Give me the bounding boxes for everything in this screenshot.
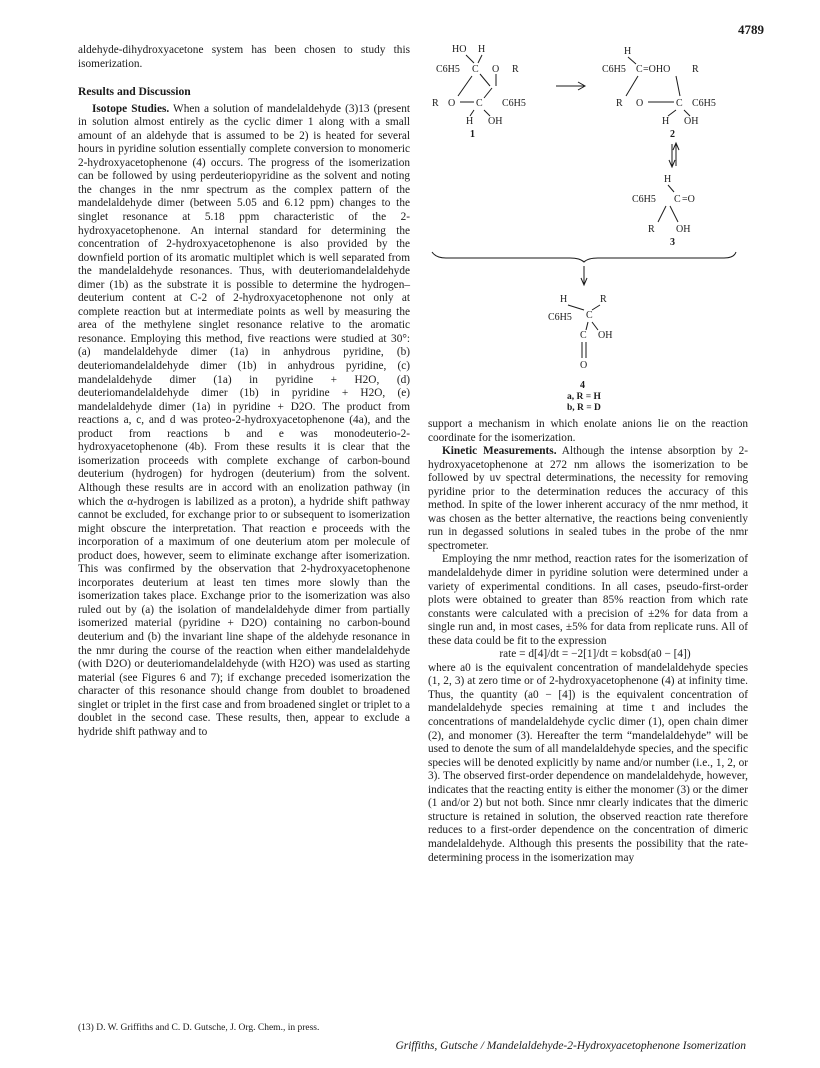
reaction-scheme [430,40,750,396]
left-column [78,44,410,739]
c4-o: O [580,360,588,371]
right-column [428,418,748,865]
c2-r2: R [616,98,623,109]
c3-h: H [664,174,672,185]
c2-h: H [624,46,632,57]
c4-c-top: C [586,310,593,321]
c4-oh: OH [598,330,613,341]
c1-c-bottom: C [476,98,483,109]
c1-ho: HO [452,44,467,55]
c2-oho: =OHO [643,64,671,75]
c4-c-carbonyl: C [580,330,587,341]
paragraph-where: where a0 is the equivalent concentration of mandelaldehyde species (1, 2, 3) at zero time or of 2-hydroxyacetophenone (4) at infinity time. Thus, the quantity (a0 − [4]) is the equivalent concentration of mandelaldehyde species remaining at time t and includes the concentrations of mandelaldehyde cyclic dimer (1), open chain dimer (2), and monomer (3). Hereafter the term “mandelaldehyde” will be used to denote the sum of all mandelaldehyde species, and the specific species will be denoted explicitly by name and/or number (i.e., 1, 2, or 3). The observed first-order dependence on mandelaldehyde, however, indicates that the reacting entity is either the monomer (3) or the dimer (1 and/or 2) but not both. Since nmr clearly indicates that the dimeric structure is retained in solution, the observed reaction rate therefore reduces to a first-order dependence on the concentration of dimeric mandelaldehyde. Although this presents the possibility that the rate-determining process in the isomerization may [428,661,748,864]
c3-label: 3 [670,237,675,248]
paragraph-support: support a mechanism in which enolate anions lie on the reaction coordinate for the isomerization. [428,418,748,444]
paragraph-employing: Employing the nmr method, reaction rates for the isomerization of mandelaldehyde dimer in pyridine solution were determined under a variety of experimental conditions. In all cases, pseudo-first-order plots were obtained to greater than 85% reaction from which rate constants were calculated with a precision of ±2% for data from a single run and, in most cases, ±5% for data from replicate runs. All of these data could be fit to the expression [428,553,748,647]
c1-c-top: C [472,64,479,75]
c2-o: O [636,98,644,109]
c1-c6h5: C6H5 [436,64,460,75]
c1-oh: OH [488,116,503,127]
compound-4 [548,294,612,391]
compound-3 [632,174,695,248]
paragraph-isotope-studies [78,103,410,740]
c2-c: C [636,64,643,75]
c2-label: 2 [670,129,675,140]
section-heading-results: Results and Discussion [78,85,191,99]
c2-c6h5-b: C6H5 [692,98,716,109]
paragraph-intro: aldehyde-dihydroxyacetone system has been chosen to study this isomerization. [78,44,410,70]
c4-h: H [560,294,568,305]
footnote: (13) D. W. Griffiths and C. D. Gutsche, J. Org. Chem., in press. [78,1023,320,1033]
c1-o-bottom: O [448,98,456,109]
c3-r: R [648,224,655,235]
c3-c6h5: C6H5 [632,194,656,205]
c2-r: R [692,64,699,75]
c3-eq-o: =O [682,194,695,205]
compound-2 [602,46,716,140]
c1-o-top: O [492,64,500,75]
kinetic-measurements-text: Although the intense absorption by 2-hydroxyacetophenone at 272 nm allows the isomerization to be followed by uv spectral determinations, the necessity for removing pyridine prior to the determination reduces the accuracy of this method. In spite of the lower inherent accuracy of the nmr method, it was chosen as the better alternative, the reactions being conveniently run in degassed solutions in sealed tubes in the probe of the nmr spectrometer. [428,445,749,552]
c1-h2: H [466,116,474,127]
c1-c6h5-b: C6H5 [502,98,526,109]
c1-h: H [478,44,486,55]
run-in-heading-kinetic: Kinetic Measurements. [442,445,557,458]
arrow-2-to-3 [669,143,679,167]
isotope-studies-text: When a solution of mandelaldehyde (3)13 (present in solution almost entirely as the cyclic dimer 1 along with a small amount of an aldehyde that is assumed to be 2) is heated for several hours in pyridine solution essentially complete conversion to monomeric 2-hydroxyacetophenone (4) occurs. The progress of the isomerization can be followed by using perdeuteriopyridine as the solvent and noting the changes in the nmr spectrum as the complex pattern of the mandelaldehyde dimer (between 5.05 and 6.12 ppm) changes to the singlet resonance at 5.18 ppm characteristic of the 2-hydroxyacetophenone. An internal standard for determining the concentration of 2-hydroxyacetophenone is also provided by the downfield portion of its aromatic multiplet which is well separated from the mandelaldehyde resonances. Thus, with deuteriomandelaldehyde dimer (1b) as the substrate it is possible to determine the hydrogen–deuterium content at C-2 of 2-hydroxyacetophenone not only at complete reaction but at intermediate points as well by measuring the area of the methylene singlet resonance relative to the aromatic resonance. Employing this method, five reactions were studied at 30°: (a) mandelaldehyde dimer (1a) in anhydrous pyridine, (b) deuteriomandelaldehyde dimer (1b) in anhydrous pyridine, (c) mandelaldehyde dimer (1a) in pyridine + H2O, (d) deuteriomandelaldehyde dimer (1b) in pyridine + H2O, (e) mandelaldehyde dimer (1a) in pyridine + D2O. The product from reactions a, c, and d was proteo-2-hydroxyacetophenone (4a), and the product from reactions b and e was monodeuterio-2-hydroxyacetophenone (4b). From these results it is clear that the isomerization proceeds with complete exchange of carbon-bound deuterium (hydrogen) for hydrogen (deuterium) from the solvent. Although these results are in accord with an enolization pathway (in which the α-hydrogen is labilized as a proton), a hydride shift pathway cannot be excluded, for exchange prior to or subsequent to isomerization might obscure the interpretation. That reaction e proceeds with the incorporation of a maximum of one deuterium atom per molecule of product does, however, seem to eliminate exchange after isomerization. This was confirmed by the observation that 2-hydroxyacetophenone incorporates deuterium at least ten times more slowly than the isomerization takes place. Exchange prior to the isomerization was also ruled out by (a) the isolation of mandelaldehyde dimer from partially isomerized material (pyridine + D2O) containing no carbon-bound deuterium and (b) the invariant line shape of the aldehyde resonance in the nmr during the course of the reaction when either mandelaldehyde (with D2O) or deuteriomandelaldehyde (with H2O) was used as starting material (see Figures 6 and 7); if exchange preceded isomerization the character of this resonance should change from doublet to broadened singlet or triplet in the first case and from broadened singlet or triplet to a doublet in the second case. These results, then, appear to exclude a hydride shift pathway and to [78,102,410,738]
c1-label: 1 [470,129,475,140]
run-in-heading-isotope: Isotope Studies. [92,102,170,115]
c1-r: R [512,64,519,75]
running-footer: Griffiths, Gutsche / Mandelaldehyde-2-Hydroxyacetophenone Isomerization [395,1040,746,1052]
arrow-1-to-2 [556,82,585,90]
c2-oh: OH [684,116,699,127]
c2-c-bottom: C [676,98,683,109]
c3-oh: OH [676,224,691,235]
c4-label: 4 [580,380,585,391]
c1-r2: R [432,98,439,109]
rate-equation: rate = d[4]/dt = −2[1]/dt = kobsd(a0 − [4]) [499,648,691,661]
c2-c6h5: C6H5 [602,64,626,75]
bracket-to-4 [432,252,736,285]
c4-c6h5: C6H5 [548,312,572,323]
compound-4-variant-b: b, R = D [567,403,601,413]
compound-4-variant-a: a, R = H [567,392,601,402]
compound-1 [432,44,526,140]
paragraph-kinetic-measurements [428,445,748,553]
c2-h2: H [662,116,670,127]
c3-c: C [674,194,681,205]
page-number: 4789 [738,22,764,37]
c4-r: R [600,294,607,305]
